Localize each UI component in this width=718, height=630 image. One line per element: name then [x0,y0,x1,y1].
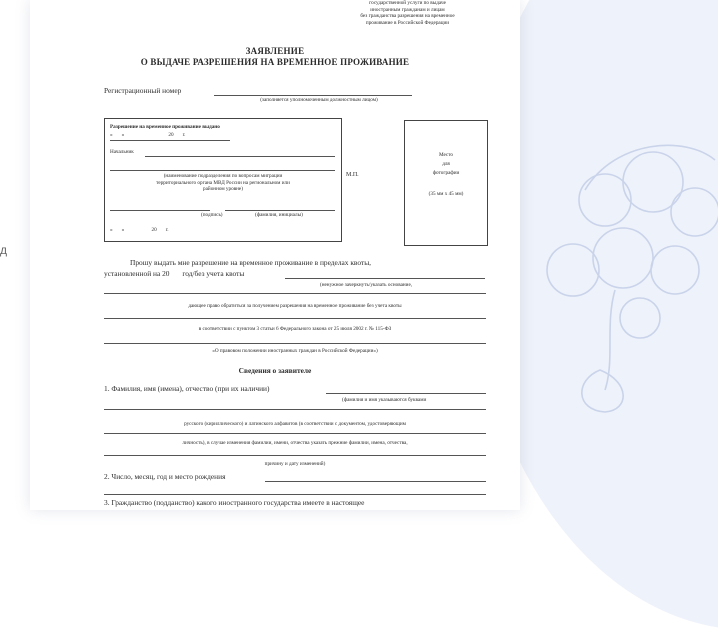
chief-label: Начальник [110,149,134,155]
signature-line [110,210,210,211]
request-text-line1: Прошу выдать мне разрешение на временное проживание в пределах квоты, [130,258,372,267]
answer-line [104,318,486,319]
permit-issued-box [104,118,342,242]
name-note: (фамилия, инициалы) [255,212,303,218]
subdivision-note-line: территориального органа МВД России на региональном или [156,179,290,186]
header-line: государственной услуги по выдаче [369,0,446,6]
permit-box-heading: Разрешение на временное проживание выдано [110,124,220,130]
answer-line [104,409,486,410]
answer-line [104,433,486,434]
note-basis: дающее право обратиться за получением разрешения на временное проживание без учета квоты [188,303,402,309]
note-cross-out: (ненужное зачеркнуть/указать основание, [320,282,413,288]
note-law-title: «О правовом положении иностранных граждан в Российской Федерации») [212,348,378,354]
divider [110,140,230,141]
question-1-note-b: русского (кириллического) и латинского алфавитов (в соответствии с документом, удостоверяющим [184,421,406,427]
permit-date-row-2: « » 20 г. [110,227,169,233]
question-1-note-d: причину и дату изменений) [264,461,326,467]
request-basis-line [285,278,485,279]
answer-line [104,494,486,495]
question-1: 1. Фамилия, имя (имена), отчество (при их наличии) [104,384,270,393]
photo-label-line: для [442,161,450,167]
reg-number-note: (заполняется уполномоченным должностным лицом) [260,97,378,103]
subdivision-note [109,173,337,193]
permit-date-row-1: « » 20 г. [110,132,186,138]
document-subtitle: О ВЫДАЧЕ РАЗРЕШЕНИЯ НА ВРЕМЕННОЕ ПРОЖИВАНИЕ [140,57,410,67]
header-line: проживание в Российской Федерации [365,19,450,26]
request-text-line2: установленной на 20 год/без учета квоты [104,269,245,278]
page-edge-glyph: д [0,243,8,257]
stamp-place-label: М.П. [346,172,359,178]
name-line [225,210,335,211]
header-right-block [320,0,495,26]
answer-line [104,343,486,344]
divider [110,170,335,171]
question-2: 2. Число, месяц, год и место рождения [104,472,226,481]
answer-line [104,293,486,294]
question-1-note-c: личность), в случае изменения фамилии, имени, отчества указать прежние фамилии, имена, отчества, [182,440,408,446]
decorative-berries-icon [545,120,718,420]
photo-label-line: Место [438,152,454,158]
reg-number-line [214,95,412,96]
answer-line [265,481,486,482]
subdivision-note-line: (наименование подразделения по вопросам миграции [163,173,283,179]
section-title: Сведения о заявителе [238,366,312,375]
photo-label [405,151,487,178]
header-line: без гражданства разрешения на временное [360,13,455,20]
photo-label-line: фотографии [432,170,460,176]
answer-line [326,393,486,394]
question-1-note-a: (фамилия и имя указываются буквами [342,397,427,403]
subdivision-note-line: районном уровне) [203,186,243,193]
note-law: в соответствии с пунктом 3 статьи 6 Федерального закона от 25 июля 2002 г. № 115-ФЗ [198,326,392,332]
photo-size: (35 мм х 45 мм) [428,191,464,197]
document-title: ЗАЯВЛЕНИЕ [245,46,305,56]
question-3: 3. Гражданство (подданство) какого иностранного государства имеете в настоящее [104,498,365,507]
document-page [30,0,520,510]
answer-line [104,455,486,456]
photo-placeholder-box [404,120,488,246]
chief-line [145,156,335,157]
reg-number-label: Регистрационный номер [104,86,182,95]
signature-note: (подпись) [201,212,223,218]
header-line: иностранным гражданам и лицам [370,6,445,13]
